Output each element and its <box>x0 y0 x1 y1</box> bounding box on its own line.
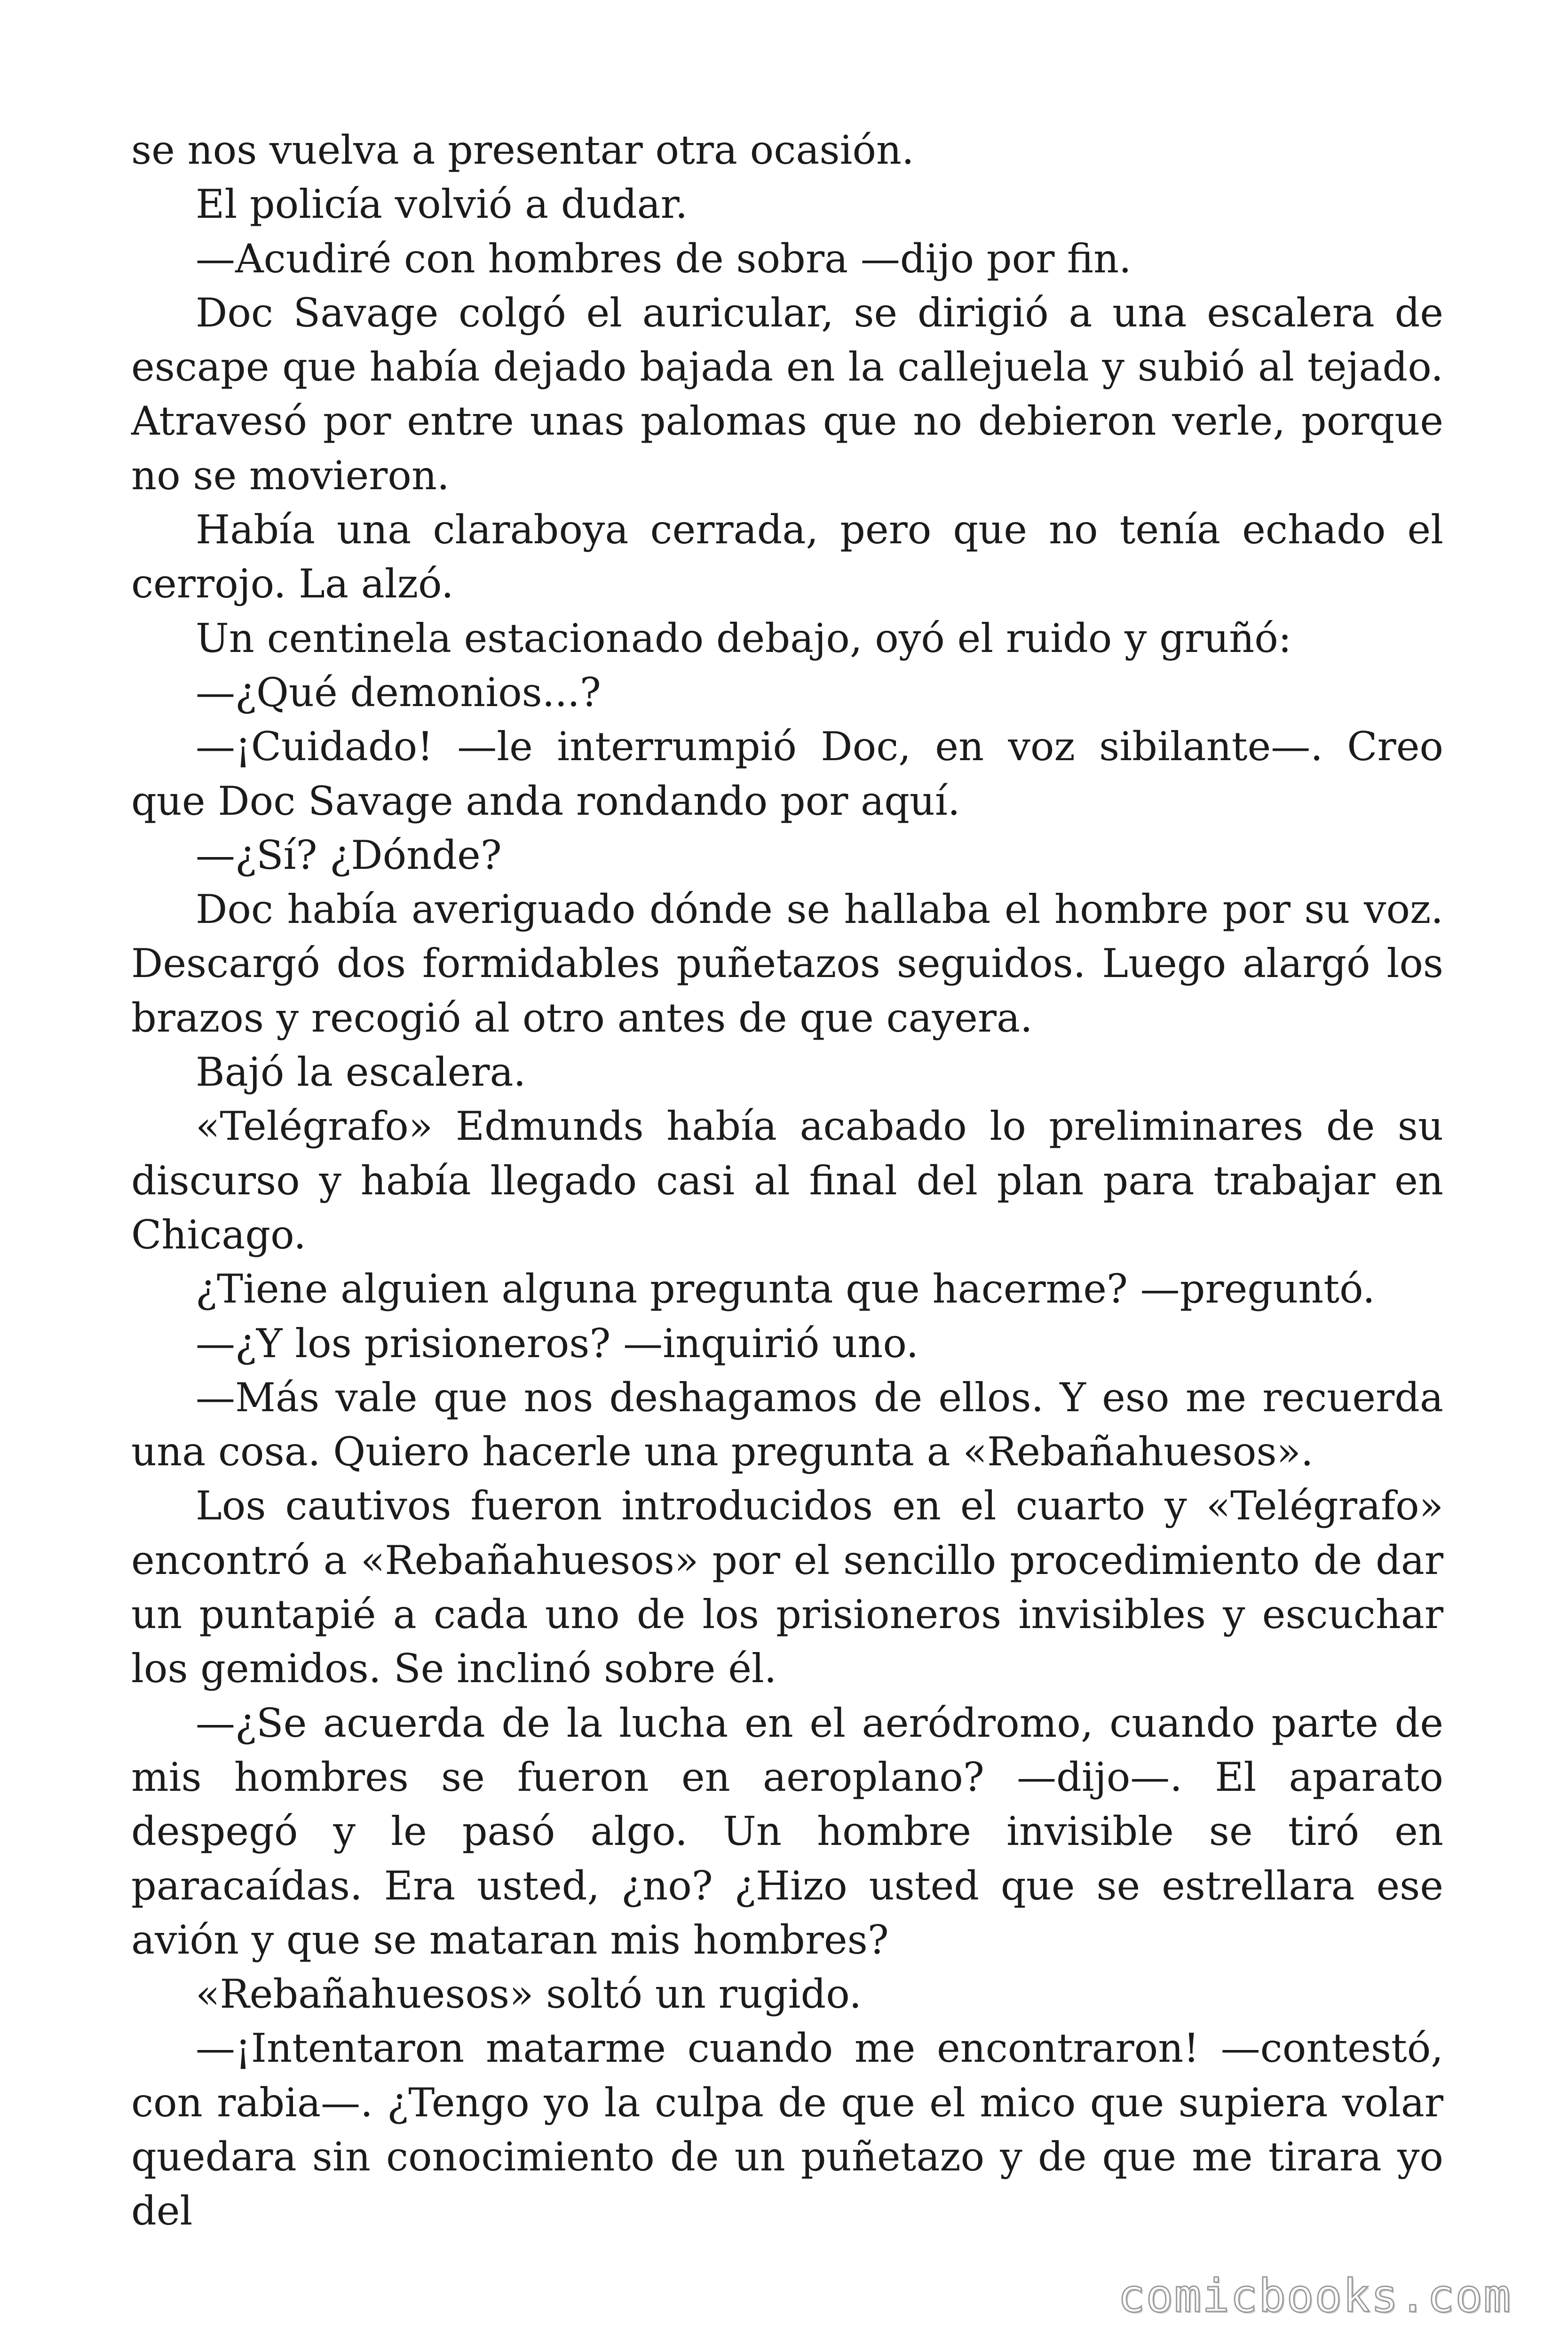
paragraph: —¿Se acuerda de la lucha en el aeródromo, cuando parte de mis hombres se fueron en aeroplano? —dijo—. El aparato despegó y le pasó algo. Un hombre invisible se tiró en paracaídas. Era usted, ¿no? ¿Hizo usted que se estrellara ese avión y que se mataran mis hombres? <box>131 1700 1443 1963</box>
paragraph: «Telégrafo» Edmunds había acabado lo preliminares de su discurso y había llegado casi al final del plan para trabajar en Chicago. <box>131 1103 1443 1258</box>
paragraph: «Rebañahuesos» soltó un rugido. <box>196 1971 862 2018</box>
paragraph: Los cautivos fueron introducidos en el cuarto y «Telégrafo» encontró a «Rebañahuesos» por el sencillo procedimiento de dar un puntapié a cada uno de los prisioneros invisibles y escuchar los gemidos. Se inclinó sobre él. <box>131 1483 1443 1692</box>
page-text <box>131 123 1443 2239</box>
paragraph: Bajó la escalera. <box>196 1049 526 1096</box>
paragraph: —¡Intentaron matarme cuando me encontraron! —contestó, con rabia—. ¿Tengo yo la culpa de que el mico que supiera volar quedara sin conocimiento de un puñetazo y de que me tirara yo del <box>131 2025 1443 2234</box>
paragraph: —¿Y los prisioneros? —inquirió uno. <box>196 1320 919 1367</box>
paragraph: Había una claraboya cerrada, pero que no tenía echado el cerrojo. La alzó. <box>131 507 1443 607</box>
paragraph: —Más vale que nos deshagamos de ellos. Y eso me recuerda una cosa. Quiero hacerle una pregunta a «Rebañahuesos». <box>131 1374 1443 1475</box>
paragraph: —¡Cuidado! —le interrumpió Doc, en voz sibilante—. Creo que Doc Savage anda rondando por aquí. <box>131 723 1443 824</box>
paragraph: El policía volvió a dudar. <box>196 181 688 228</box>
paragraph: Doc Savage colgó el auricular, se dirigió a una escalera de escape que había dejado bajada en la callejuela y subió al tejado. Atravesó por entre unas palomas que no debieron verle, porque no se movieron. <box>131 289 1443 499</box>
paragraph: ¿Tiene alguien alguna pregunta que hacerme? —preguntó. <box>196 1266 1375 1312</box>
paragraph: Un centinela estacionado debajo, oyó el ruido y gruñó: <box>196 615 1292 661</box>
paragraph: —¿Sí? ¿Dónde? <box>196 832 502 878</box>
paragraph: —¿Qué demonios...? <box>196 669 601 715</box>
paragraph: —Acudiré con hombres de sobra —dijo por fin. <box>196 235 1132 282</box>
watermark: comicbooks.com <box>1117 2270 1512 2322</box>
paragraph: se nos vuelva a presentar otra ocasión. <box>131 127 914 173</box>
paragraph: Doc había averiguado dónde se hallaba el hombre por su voz. Descargó dos formidables puñetazos seguidos. Luego alargó los brazos y recogió al otro antes de que cayera. <box>131 886 1443 1041</box>
